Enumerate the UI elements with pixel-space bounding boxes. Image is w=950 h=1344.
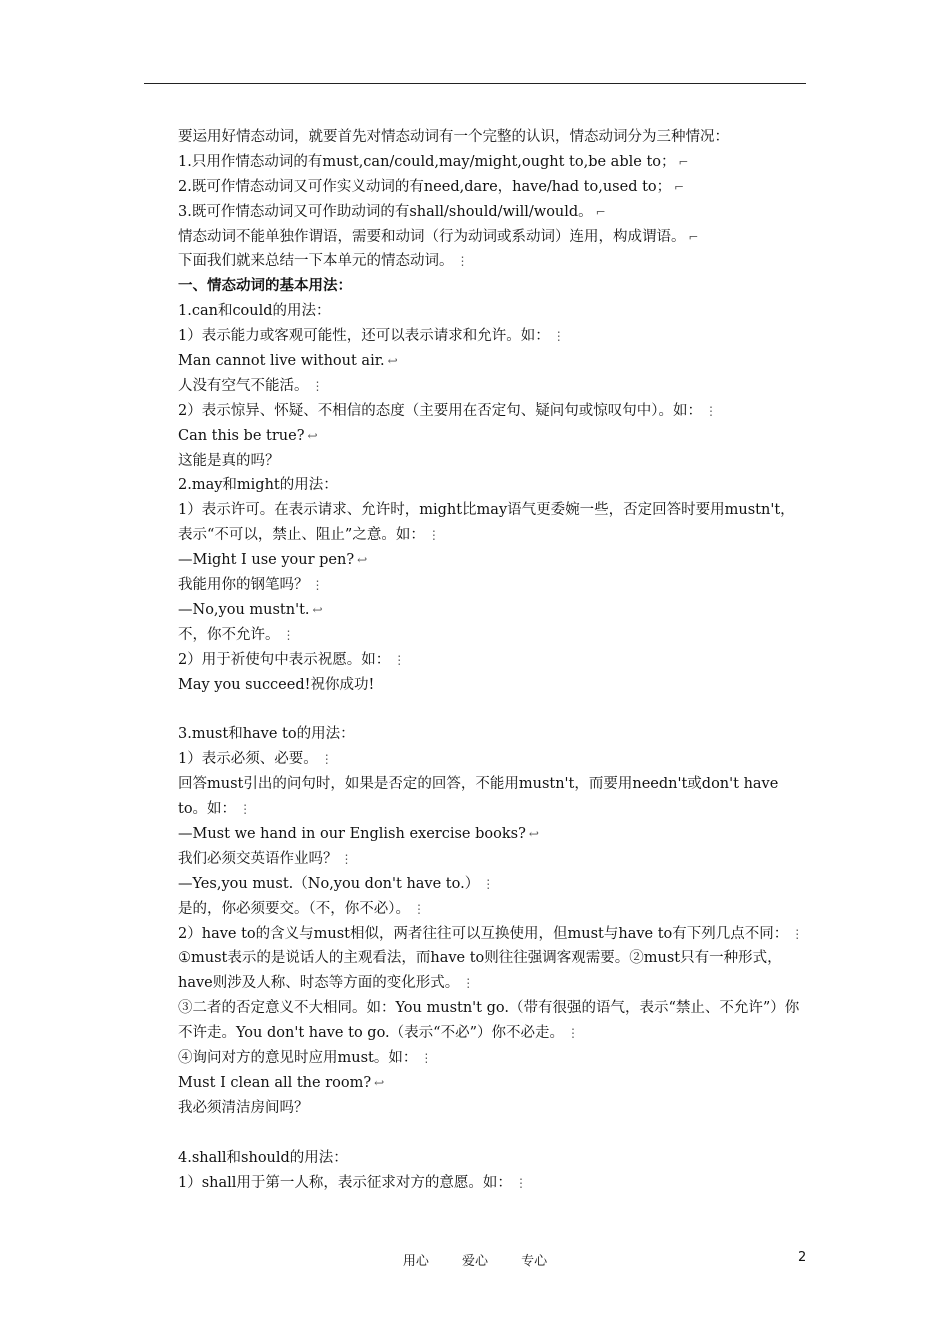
footer-right-text: 专心 [521,1254,548,1269]
footer-left-text: 用心 [402,1254,429,1269]
paragraph-mark-icon: ⋮ [311,378,324,393]
example-sentence: Must I clean all the room? ↩ [178,1074,385,1091]
paragraph-mark-icon: ⋮ [552,329,565,344]
paragraph: 2.既可作情态动词又可作实义动词的有need,dare，have/had to,used to； ⌐ [178,178,685,195]
line-break-icon: ↩ [357,553,368,568]
page-footer [0,1250,950,1270]
paragraph-mark-icon: ⌐ [688,229,699,244]
paragraph-mark-icon: ⋮ [320,752,333,767]
paragraph-mark-icon: ⌐ [678,154,689,169]
footer-middle-text: 爱心 [461,1254,488,1269]
paragraph: 1）表示必须、必要。 ⋮ [178,751,333,768]
paragraph: ③二者的否定意义不大相同。如：You mustn't go.（带有很强的语气，表示“禁止、不允许”）你不许走。You don't have to go.（表示“不必”）你不必走。 ⋮ [178,1000,800,1042]
paragraph-mark-icon: ⋮ [456,254,469,269]
line-break-icon: ↩ [307,428,318,443]
paragraph: 要运用好情态动词，就要首先对情态动词有一个完整的认识，情态动词分为三种情况： [178,129,729,145]
translation: 人没有空气不能活。 ⋮ [178,377,324,394]
blank-line [144,1121,806,1146]
paragraph: 下面我们就来总结一下本单元的情态动词。 ⋮ [178,253,469,270]
paragraph: 1）表示能力或客观可能性，还可以表示请求和允许。如： ⋮ [178,328,565,345]
translation: 是的，你必须要交。（不，你不必）。 ⋮ [178,900,425,917]
example-sentence: May you succeed!祝你成功! [178,676,375,693]
subheading: 4.shall和should的用法： [178,1149,348,1166]
subheading: 2.may和might的用法： [178,477,338,494]
line-break-icon: ↩ [374,1075,385,1090]
line-break-icon: ↩ [312,602,323,617]
example-sentence: —Must we hand in our English exercise books? ↩ [178,826,539,842]
translation: 不，你不允许。 ⋮ [178,626,295,643]
example-sentence: —Might I use your pen? ↩ [178,552,368,569]
paragraph-mark-icon: ⋮ [427,528,440,543]
paragraph: ④询问对方的意见时应用must。如： ⋮ [178,1050,433,1067]
section-heading: 一、情态动词的基本用法： [178,277,352,295]
paragraph-mark-icon: ⋮ [420,1051,433,1066]
translation: 我能用你的钢笔吗？ ⋮ [178,577,324,594]
paragraph: 1.只用作情态动词的有must,can/could,may/might,ought to,be able to； ⌐ [178,153,689,170]
paragraph-mark-icon: ⋮ [482,876,495,891]
paragraph-mark-icon: ⋮ [413,901,425,916]
subheading: 3.must和have to的用法： [178,726,355,743]
paragraph-mark-icon: ⋮ [791,926,804,941]
paragraph: 情态动词不能单独作谓语，需要和动词（行为动词或系动词）连用，构成谓语。 ⌐ [178,228,699,245]
footer-motto [0,1250,950,1269]
paragraph: 2）表示惊异、怀疑、不相信的态度（主要用在否定句、疑问句或惊叹句中）。如： ⋮ [178,402,717,419]
paragraph-mark-icon: ⋮ [704,403,717,418]
example-sentence: —No,you mustn't. ↩ [178,601,323,618]
translation: 我必须清洁房间吗？ [178,1099,309,1116]
paragraph-mark-icon: ⋮ [514,1175,527,1190]
translation: 这能是真的吗？ [178,452,280,469]
page-number: 2 [798,1250,807,1265]
translation: 我们必须交英语作业吗？ ⋮ [178,850,353,867]
paragraph: 1）shall用于第一人称，表示征求对方的意愿。如： ⋮ [178,1174,527,1191]
paragraph: 2）用于祈使句中表示祝愿。如： ⋮ [178,651,406,668]
paragraph-mark-icon: ⋮ [311,578,324,593]
example-sentence: Man cannot live without air. ↩ [178,353,398,370]
paragraph: 3.既可作情态动词又可作助动词的有shall/should/will/would。 ⌐ [178,203,606,220]
subheading: 1.can和could的用法： [178,303,331,320]
paragraph-mark-icon: ⌐ [674,179,685,194]
paragraph: 1）表示许可。在表示请求、允许时，might比may语气更委婉一些，否定回答时要用mustn't，表示“不可以，禁止、阻止”之意。如： ⋮ [178,502,795,544]
line-break-icon: ↩ [528,827,539,841]
paragraph: 2）have to的含义与must相似，两者往往可以互换使用，但must与have to有下列几点不同： ⋮ [178,925,804,942]
paragraph-mark-icon: ⋮ [282,627,295,642]
paragraph-mark-icon: ⋮ [340,851,353,866]
paragraph-mark-icon: ⋮ [393,652,406,667]
paragraph: ①must表示的是说话人的主观看法，而have to则往往强调客观需要。②must只有一种形式，have则涉及人称、时态等方面的变化形式。 ⋮ [178,950,782,992]
paragraph-mark-icon: ⋮ [239,802,252,817]
paragraph-mark-icon: ⌐ [595,204,606,219]
paragraph-mark-icon: ⋮ [566,1026,579,1041]
blank-line [144,698,806,723]
example-sentence: Can this be true? ↩ [178,427,318,444]
document-body [144,125,806,1195]
header-rule [144,83,806,84]
line-break-icon: ↩ [387,354,398,369]
paragraph-mark-icon: ⋮ [462,976,475,991]
example-sentence: —Yes,you must.（No,you don't have to.） ⋮ [178,875,495,892]
paragraph: 回答must引出的问句时，如果是否定的回答，不能用mustn't，而要用needn't或don't have to。如： ⋮ [178,776,779,818]
